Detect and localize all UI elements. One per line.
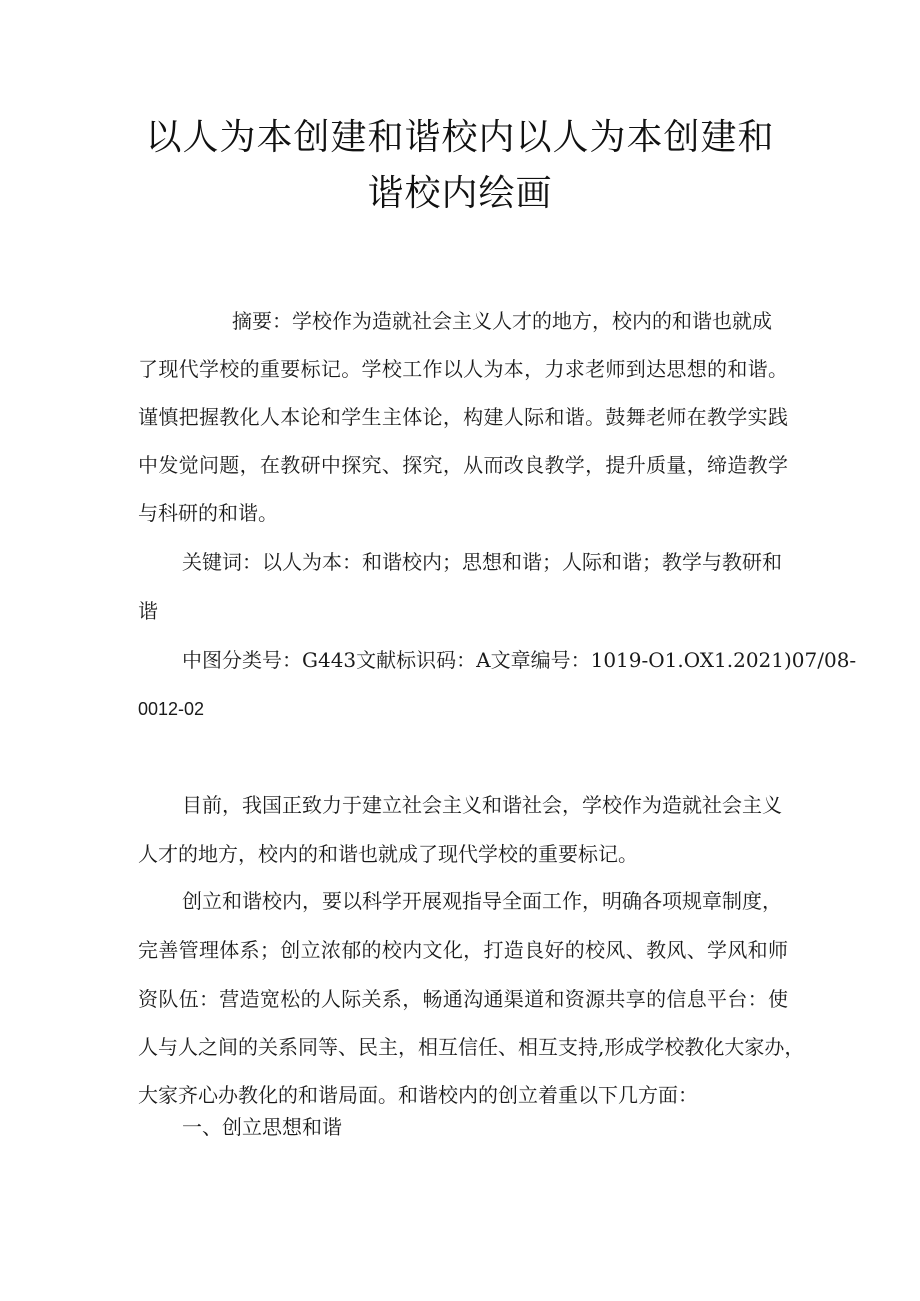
paragraph-line: 人才的地方，校内的和谐也就成了现代学校的重要标记。 [138,842,638,866]
paragraph-line: 创立和谐校内，要以科学开展观指导全面工作，明确各项规章制度， [182,889,782,913]
paragraph-line: 资队伍：营造宽松的人际关系，畅通沟通渠道和资源共享的信息平台：使 [138,987,788,1011]
abstract-line: 了现代学校的重要标记。学校工作以人为本，力求老师到达思想的和谐。 [138,357,788,381]
document-title-line-2: 谐校内绘画 [367,173,553,214]
abstract-line: 中发觉问题，在教研中探究、探究，从而改良教学，提升质量，缔造教学 [138,453,788,477]
classification-line: 中图分类号：G443文献标识码：A文章编号：1019-O1.OX1.2021)07/08- [182,648,857,672]
keywords-line: 关键词：以人为本：和谐校内；思想和谐；人际和谐；教学与教研和 [182,550,782,574]
paragraph-line: 完善管理体系；创立浓郁的校内文化，打造良好的校风、教风、学风和师 [138,938,788,962]
paragraph-line: 目前，我国正致力于建立社会主义和谐社会，学校作为造就社会主义 [182,793,782,817]
abstract-line: 摘要：学校作为造就社会主义人才的地方，校内的和谐也就成 [232,309,772,333]
section-heading: 一、创立思想和谐 [182,1115,342,1139]
paragraph-line: 大家齐心办教化的和谐局面。和谐校内的创立着重以下几方面： [138,1083,698,1107]
paragraph-line: 人与人之间的关系同等、民主，相互信任、相互支持,形成学校教化大家办， [138,1035,805,1059]
abstract-line: 与科研的和谐。 [138,501,278,525]
document-title-line-1: 以人为本创建和谐校内以人为本创建和 [145,117,775,158]
keywords-line: 谐 [138,599,158,623]
abstract-line: 谨慎把握教化人本论和学生主体论，构建人际和谐。鼓舞老师在教学实践 [138,405,788,429]
classification-line: 0012-02 [138,699,205,719]
